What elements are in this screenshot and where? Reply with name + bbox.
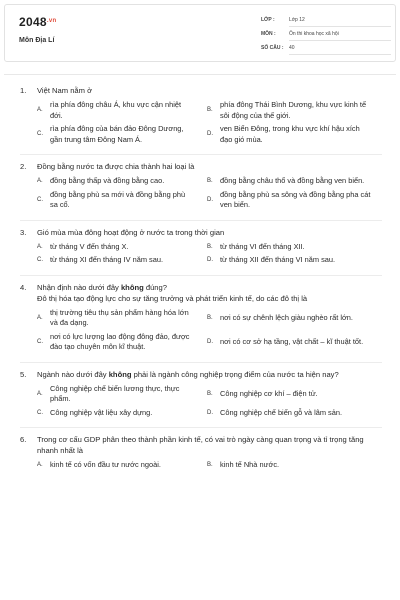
answer-option[interactable]: A. thị trường tiêu thụ sản phẩm hàng hóa lớn và đa dạng. <box>37 307 189 327</box>
answer-option[interactable]: A. đồng bằng thấp và đồng bằng cao. <box>37 176 165 185</box>
answer-option[interactable]: C. Công nghiệp vật liệu xây dựng. <box>37 407 153 417</box>
question-text: Đồng bằng nước ta được chia thành hai loại là <box>37 162 195 171</box>
answer-option[interactable]: A. từ tháng V đến tháng X. <box>37 241 129 251</box>
answer-option[interactable]: A. rìa phía đông châu Á, khu vực cận nhiệt đới. <box>37 100 182 120</box>
header-divider <box>4 74 396 75</box>
question-3: 3. Gió mùa mùa đông hoạt động ở nước ta trong thời gian A. từ tháng V đến tháng X. B. từ tháng VI đến tháng XII. C. từ tháng XI đến tháng IV năm sau. D. từ tháng XII đến tháng VI năm sau. <box>20 221 382 276</box>
answer-option[interactable]: D. từ tháng XII đến tháng VI năm sau. <box>207 255 336 264</box>
answer-option[interactable]: D. đồng bằng phù sa sông và đồng bằng pha cát ven biển. <box>207 189 371 209</box>
question-text: Gió mùa mùa đông hoạt động ở nước ta trong thời gian <box>37 227 225 237</box>
meta-course: MÔN : Ôn thi khoa học xã hội <box>261 29 391 43</box>
meta-question-count: SỐ CÂU : 40 <box>261 43 391 57</box>
answer-option[interactable]: B. kinh tế Nhà nước. <box>207 460 280 469</box>
question-4: 4. Nhận định nào dưới đây không đúng? Đô thị hóa tạo động lực cho sự tăng trưởng và phát triển kinh tế, do các đô thị là A. thị trường tiêu thụ sản phẩm hàng hóa lớn và đa dạng. B. nơi có sự chênh lệch giàu nghèo rất lớn. C. nơi có lực lượng lao động đông đảo, được đào tạo chuyên môn kĩ thuật. D. nơi có cơ sở hạ tầng, vật chất – kĩ thuật tốt. <box>20 276 382 363</box>
answer-option[interactable]: C. đồng bằng phù sa mới và đồng bằng phù sa cổ. <box>37 189 186 209</box>
question-text: Nhận định nào dưới đây không đúng? Đô thị hóa tạo động lực cho sự tăng trưởng và phát triển kinh tế, do các đô thị là <box>37 282 308 303</box>
answer-option[interactable]: C. nơi có lực lượng lao động đông đảo, được đào tạo chuyên môn kĩ thuật. <box>37 331 190 351</box>
meta-grade: LỚP : Lớp 12 <box>261 15 391 29</box>
answer-option[interactable]: B. phía đông Thái Bình Dương, khu vực kinh tế sôi động của thế giới. <box>207 100 367 120</box>
answer-option[interactable]: D. Công nghiệp chế biến gỗ và lâm sản. <box>207 407 343 417</box>
answer-option[interactable]: B. từ tháng VI đến tháng XII. <box>207 241 305 251</box>
subject-title: Môn Địa Lí <box>19 37 55 44</box>
question-5: 5. Ngành nào dưới đây không phải là ngành công nghiệp trọng điểm của nước ta hiện nay? A. Công nghiệp chế biến lương thực, thực phẩm. B. Công nghiệp cơ khí – điện tử. C. Công nghiệp vật liệu xây dựng. D. Công nghiệp chế biến gỗ và lâm sản. <box>20 363 382 429</box>
question-text: Ngành nào dưới đây không phải là ngành công nghiệp trọng điểm của nước ta hiện nay? <box>37 369 339 379</box>
question-text: Trong cơ cấu GDP phân theo thành phần kinh tế, có vai trò ngày càng quan trọng và tỉ trọng tăng nhanh nhất là <box>37 435 364 455</box>
answer-option[interactable]: D. nơi có cơ sở hạ tầng, vật chất – kĩ thuật tốt. <box>207 336 364 346</box>
answer-option[interactable]: A. kinh tế có vốn đầu tư nước ngoài. <box>37 460 161 469</box>
question-1: 1. Việt Nam nằm ở A. rìa phía đông châu Á, khu vực cận nhiệt đới. B. phía đông Thái Bình Dương, khu vực kinh tế sôi động của thế giới. C. rìa phía đông của bán đảo Đông Dương, gần trung tâm Đông Nam Á. D. ven Biển Đông, trong khu vực khí hậu xích đạo gió mùa. <box>20 79 382 155</box>
question-text: Việt Nam nằm ở <box>37 86 93 95</box>
brand-logo[interactable]: $2048^{.vn}$ <box>19 15 57 29</box>
worksheet-header <box>4 4 396 62</box>
answer-option[interactable]: D. ven Biển Đông, trong khu vực khí hậu xích đạo gió mùa. <box>207 124 360 144</box>
answer-option[interactable]: B. nơi có sự chênh lệch giàu nghèo rất lớn. <box>207 312 353 322</box>
answer-option[interactable]: B. Công nghiệp cơ khí – điện tử. <box>207 388 318 398</box>
question-6: 6. Trong cơ cấu GDP phân theo thành phần kinh tế, có vai trò ngày càng quan trọng và tỉ trọng tăng nhanh nhất là A. kinh tế có vốn đầu tư nước ngoài. B. kinh tế Nhà nước. <box>20 428 382 480</box>
answer-option[interactable]: A. Công nghiệp chế biến lương thực, thực phẩm. <box>37 383 180 403</box>
question-2: 2. Đồng bằng nước ta được chia thành hai loại là A. đồng bằng thấp và đồng bằng cao. B. đồng bằng châu thổ và đồng bằng ven biển. C. đồng bằng phù sa mới và đồng bằng phù sa cổ. D. đồng bằng phù sa sông và đồng bằng pha cát ven biển. <box>20 155 382 221</box>
answer-option[interactable]: B. đồng bằng châu thổ và đồng bằng ven biển. <box>207 176 365 185</box>
question-list <box>20 79 382 480</box>
answer-option[interactable]: C. từ tháng XI đến tháng IV năm sau. <box>37 255 164 264</box>
answer-option[interactable]: C. rìa phía đông của bán đảo Đông Dương, gần trung tâm Đông Nam Á. <box>37 124 184 144</box>
